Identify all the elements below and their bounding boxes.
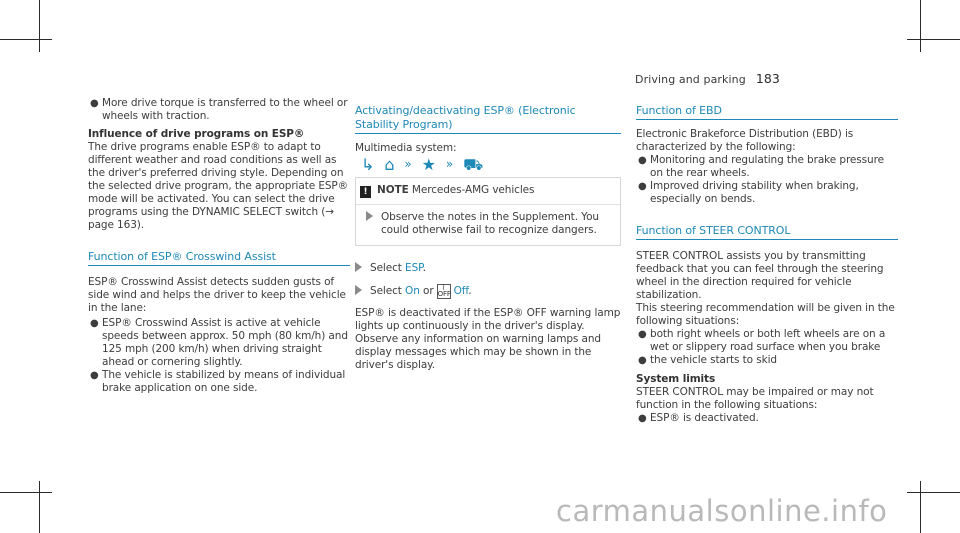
warning-icon: ! (360, 186, 371, 198)
note-text: Observe the notes in the Supplement. You could otherwise fail to recognize dangers. (381, 211, 599, 236)
note-header (356, 178, 620, 204)
ebd-text: Electronic Brakeforce Distribution (EBD) is characterized by the following: (636, 128, 854, 153)
deactivated-text: ESP® is deactivated if the ESP® OFF warning lamp lights up continuously in the driver's display. (355, 307, 621, 332)
step-select-on-off: Select On or ⌇ OFF Off. (355, 284, 621, 299)
crop-mark (39, 0, 40, 52)
crop-mark (907, 492, 960, 493)
column-1 (88, 97, 350, 395)
page-header (635, 71, 780, 86)
heading-system-limits: System limits (636, 373, 716, 385)
crop-mark (39, 481, 40, 533)
note-label: NOTE (377, 184, 409, 196)
column-2 (355, 104, 621, 372)
crop-mark (0, 492, 52, 493)
section-title: Driving and parking (635, 73, 746, 86)
list-item: ● both right wheels or both left wheels are on a wet or slippery road surface when you brake (638, 328, 886, 353)
list-item: ● the vehicle starts to skid (638, 354, 777, 366)
heading-rule (355, 133, 621, 134)
crop-mark (920, 0, 921, 52)
step-select-esp: Select ESP. (355, 262, 621, 275)
list-item: ● More drive torque is transferred to the wheel or wheels with traction. (90, 97, 348, 122)
list-item: ● Monitoring and regulating the brake pressure on the rear wheels. (638, 154, 884, 179)
play-icon (355, 262, 362, 272)
on-option[interactable]: On (405, 285, 420, 297)
limits-text: STEER CONTROL may be impaired or may not function in the following situations: (636, 386, 874, 411)
heading-rule (636, 239, 898, 240)
multimedia-label: Multimedia system: (355, 142, 457, 154)
arrow-right-icon: ↳ (361, 155, 375, 174)
esp-menu-item[interactable]: ESP (405, 262, 423, 274)
heading-ebd: Function of EBD (636, 104, 722, 117)
list-item: ● Improved driving stability when braking, especially on bends. (638, 180, 859, 205)
off-option[interactable]: Off (453, 285, 469, 297)
list-item: ● The vehicle is stabilized by means of individual brake application on one side. (90, 369, 346, 394)
list-item: ● ESP® is deactivated. (638, 412, 759, 424)
page-number: 183 (755, 71, 780, 86)
star-icon: ★ (421, 155, 436, 174)
crosswind-text: ESP® Crosswind Assist detects sudden gusts of side wind and helps the driver to keep the vehicle in the lane: (88, 276, 346, 314)
menu-path (361, 155, 621, 174)
esp-off-icon: ⌇ OFF (437, 284, 451, 298)
heading-rule (88, 265, 350, 266)
play-icon (366, 211, 373, 221)
heading-activate-esp: Activating/deactivating ESP® (Electronic Stability Program) (355, 104, 576, 131)
home-icon: ⌂ (384, 155, 395, 174)
column-3 (636, 104, 898, 425)
steer-text-2: This steering recommendation will be given in the following situations: (636, 302, 895, 327)
list-item: ● ESP® Crosswind Assist is active at vehicle speeds between approx. 50 mph (80 km/h) and 125 mph (200 km/h) when driving straight ahead or cornering slightly. (90, 317, 348, 368)
observe-text: Observe any information on warning lamps and display messages which may be shown in the driver's display. (355, 333, 601, 371)
drive-programs-text: The drive programs enable ESP® to adapt to different weather and road conditions as well as the driver's preferred driving style. Depending on the selected drive program, the appropriate ESP® mode will be activated. You can select the drive programs using the DYNAMIC SELECT switch (→ page 163). (88, 141, 349, 231)
note-box (355, 177, 621, 246)
heading-rule (636, 119, 898, 120)
double-chevron-icon: » (404, 157, 412, 171)
watermark: carmanualsonline.info (556, 494, 888, 528)
heading-drive-programs: Influence of drive programs on ESP® (88, 128, 305, 140)
play-icon (355, 285, 362, 295)
car-icon: ⛟ (463, 155, 484, 174)
steer-text: STEER CONTROL assists you by transmitting feedback that you can feel through the steering wheel in the direction required for vehicle stabilization. (636, 250, 884, 301)
heading-steer-control: Function of STEER CONTROL (636, 224, 791, 237)
crop-mark (0, 39, 52, 40)
note-title: Mercedes-AMG vehicles (411, 184, 535, 196)
crop-mark (907, 39, 960, 40)
note-body (356, 204, 620, 245)
crop-mark (920, 481, 921, 533)
heading-crosswind-assist: Function of ESP® Crosswind Assist (88, 250, 276, 263)
double-chevron-icon: » (445, 157, 454, 171)
